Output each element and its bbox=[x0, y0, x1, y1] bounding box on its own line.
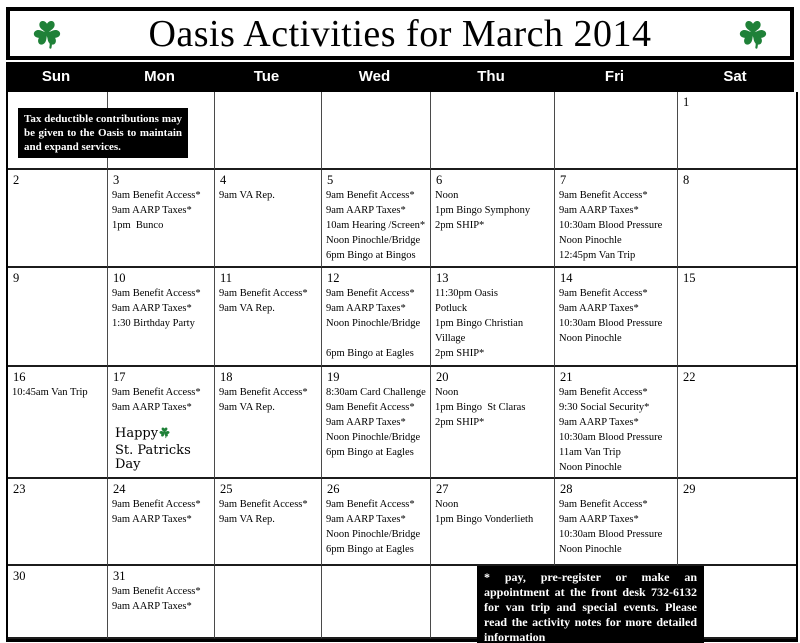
event-text: 9am Benefit Access* bbox=[219, 288, 308, 299]
event-text: 10:30am Blood Pressure bbox=[559, 432, 663, 443]
day-cell bbox=[8, 367, 108, 479]
event-text: 9am Benefit Access* bbox=[559, 499, 648, 510]
day-cell bbox=[555, 268, 678, 367]
day-cell bbox=[8, 479, 108, 566]
event-text: 11am Van Trip bbox=[559, 447, 621, 458]
event-text: 10:45am Van Trip bbox=[12, 387, 88, 398]
date-number: 22 bbox=[683, 370, 696, 384]
event-text: 6pm Bingo at Eagles bbox=[326, 447, 414, 458]
event-text: 9am Benefit Access* bbox=[112, 586, 201, 597]
date-number bbox=[215, 566, 321, 584]
date-number bbox=[322, 566, 430, 584]
event-text: Noon Pinochle bbox=[559, 462, 622, 473]
date-number bbox=[555, 92, 677, 110]
date-number: 2 bbox=[13, 173, 20, 187]
day-cell bbox=[8, 268, 108, 367]
event-text: 9am AARP Taxes* bbox=[326, 514, 406, 525]
date-number: 27 bbox=[436, 482, 449, 496]
date-number: 4 bbox=[220, 173, 227, 187]
day-cell bbox=[322, 367, 431, 479]
date-number: 13 bbox=[436, 271, 449, 285]
event-text: 9am Benefit Access* bbox=[326, 402, 415, 413]
event-text: Noon Pinochle/Bridge bbox=[326, 318, 421, 329]
event-text: 1:30 Birthday Party bbox=[112, 318, 195, 329]
event-text: 9am Benefit Access* bbox=[559, 387, 648, 398]
event-text: 6pm Bingo at Eagles bbox=[326, 544, 414, 555]
date-number bbox=[215, 92, 321, 110]
day-cell bbox=[215, 170, 322, 268]
weekday-label: Sun bbox=[41, 68, 71, 85]
event-text: 9am VA Rep. bbox=[219, 303, 275, 314]
event-text: 6pm Bingo at Bingos bbox=[326, 250, 416, 261]
date-number: 10 bbox=[113, 271, 126, 285]
weekday-label: Fri bbox=[604, 68, 625, 85]
day-cell bbox=[215, 367, 322, 479]
event-text: 9am Benefit Access* bbox=[559, 288, 648, 299]
date-number: 15 bbox=[683, 271, 696, 285]
date-number: 17 bbox=[113, 370, 126, 384]
event-text: 2pm SHIP* bbox=[435, 417, 485, 428]
event-text: 1pm Bunco bbox=[112, 220, 164, 231]
date-number: 21 bbox=[560, 370, 573, 384]
day-cell bbox=[431, 367, 555, 479]
day-cell bbox=[678, 367, 796, 479]
day-cell bbox=[108, 479, 215, 566]
day-cell bbox=[322, 170, 431, 268]
day-cell bbox=[215, 268, 322, 367]
weekday-label: Sat bbox=[723, 68, 747, 85]
event-text: Village bbox=[435, 333, 466, 344]
event-text: 9am AARP Taxes* bbox=[559, 303, 639, 314]
date-number: 3 bbox=[113, 173, 120, 187]
date-number: 11 bbox=[220, 271, 233, 285]
day-cell bbox=[8, 170, 108, 268]
footer-note: * pay, pre-register or make an appointment at the front desk 732-6132 for van trip and special events. Please read the activity notes for more detailed information bbox=[477, 566, 704, 643]
event-text: 9am AARP Taxes* bbox=[326, 205, 406, 216]
date-number: 23 bbox=[13, 482, 26, 496]
event-text: 9am AARP Taxes* bbox=[559, 417, 639, 428]
event-text: 9am VA Rep. bbox=[219, 190, 275, 201]
event-text: 8:30am Card Challenge bbox=[326, 387, 426, 398]
event-text: 2pm SHIP* bbox=[435, 348, 485, 359]
day-cell bbox=[431, 170, 555, 268]
event-text: 1pm Bingo Christian bbox=[435, 318, 524, 329]
event-text: 9am AARP Taxes* bbox=[112, 514, 192, 525]
event-text: 2pm SHIP* bbox=[435, 220, 485, 231]
event-text: 9:30 Social Security* bbox=[559, 402, 650, 413]
date-number: 7 bbox=[560, 173, 567, 187]
event-text: 9am Benefit Access* bbox=[326, 190, 415, 201]
day-cell bbox=[215, 92, 322, 170]
event-text: Noon Pinochle/Bridge bbox=[326, 432, 421, 443]
event-text: 9am Benefit Access* bbox=[112, 387, 201, 398]
event-text: 9am Benefit Access* bbox=[112, 190, 201, 201]
event-text: 10:30am Blood Pressure bbox=[559, 529, 663, 540]
day-cell bbox=[8, 566, 108, 639]
date-number: 5 bbox=[327, 173, 334, 187]
date-number: 26 bbox=[327, 482, 340, 496]
event-text: 9am Benefit Access* bbox=[326, 288, 415, 299]
event-text: Noon Pinochle bbox=[559, 333, 622, 344]
event-text: 6pm Bingo at Eagles bbox=[326, 348, 414, 359]
day-cell bbox=[678, 92, 796, 170]
date-number: 30 bbox=[13, 569, 26, 583]
day-cell bbox=[555, 367, 678, 479]
event-text: 9am VA Rep. bbox=[219, 402, 275, 413]
date-number: 18 bbox=[220, 370, 233, 384]
day-cell bbox=[555, 170, 678, 268]
event-text: 9am AARP Taxes* bbox=[326, 303, 406, 314]
day-cell bbox=[431, 92, 555, 170]
event-text: 9am Benefit Access* bbox=[112, 288, 201, 299]
date-number: 28 bbox=[560, 482, 573, 496]
day-cell bbox=[322, 268, 431, 367]
date-number: 6 bbox=[436, 173, 443, 187]
event-text: Noon Pinochle/Bridge bbox=[326, 235, 421, 246]
day-cell bbox=[431, 268, 555, 367]
day-cell bbox=[555, 92, 678, 170]
weekday-label: Mon bbox=[144, 68, 175, 85]
weekday-label: Wed bbox=[358, 68, 391, 85]
event-text: 1pm Bingo Vonderlieth bbox=[435, 514, 534, 525]
date-number: 14 bbox=[560, 271, 573, 285]
date-number: 24 bbox=[113, 482, 126, 496]
date-number: 31 bbox=[113, 569, 126, 583]
date-number: 20 bbox=[436, 370, 449, 384]
st-patricks-line2: St. Patricks Day bbox=[115, 443, 191, 472]
shamrock-icon bbox=[158, 425, 171, 444]
event-text: 9am Benefit Access* bbox=[219, 499, 308, 510]
event-text bbox=[322, 331, 430, 346]
date-number: 12 bbox=[327, 271, 340, 285]
weekday-header-row bbox=[6, 62, 794, 92]
event-text: Noon Pinochle bbox=[559, 235, 622, 246]
date-number: 1 bbox=[683, 95, 690, 109]
event-text: 9am AARP Taxes* bbox=[559, 205, 639, 216]
date-number: 9 bbox=[13, 271, 20, 285]
event-text: Noon bbox=[435, 190, 459, 201]
event-text: Noon Pinochle/Bridge bbox=[326, 529, 421, 540]
weekday-label: Tue bbox=[253, 68, 280, 85]
calendar-grid bbox=[6, 92, 798, 642]
event-text: Noon bbox=[435, 499, 459, 510]
date-number: 16 bbox=[13, 370, 26, 384]
day-cell bbox=[322, 566, 431, 639]
day-cell bbox=[555, 479, 678, 566]
day-cell bbox=[431, 479, 555, 566]
event-text: 9am VA Rep. bbox=[219, 514, 275, 525]
event-text: Potluck bbox=[435, 303, 468, 314]
date-number: 29 bbox=[683, 482, 696, 496]
page-title: Oasis Activities for March 2014 bbox=[148, 12, 652, 55]
event-text: 12:45pm Van Trip bbox=[559, 250, 636, 261]
event-text: 10:30am Blood Pressure bbox=[559, 318, 663, 329]
event-text: 1pm Bingo St Claras bbox=[435, 402, 526, 413]
tax-note: Tax deductible contributions may be given to the Oasis to maintain and expand services. bbox=[18, 108, 188, 158]
weekday-label: Thu bbox=[477, 68, 505, 85]
date-number bbox=[431, 92, 554, 110]
day-cell bbox=[678, 170, 796, 268]
day-cell bbox=[215, 566, 322, 639]
shamrock-icon bbox=[736, 14, 770, 54]
event-text: 9am Benefit Access* bbox=[112, 499, 201, 510]
day-cell bbox=[108, 367, 215, 479]
event-text: 9am Benefit Access* bbox=[559, 190, 648, 201]
shamrock-icon bbox=[30, 14, 64, 54]
event-text: 9am AARP Taxes* bbox=[112, 303, 192, 314]
date-number: 8 bbox=[683, 173, 690, 187]
date-number: 25 bbox=[220, 482, 233, 496]
day-cell bbox=[678, 268, 796, 367]
day-cell bbox=[322, 92, 431, 170]
calendar-header bbox=[6, 7, 794, 60]
event-text: 9am AARP Taxes* bbox=[112, 601, 192, 612]
day-cell bbox=[322, 479, 431, 566]
event-text: 9am Benefit Access* bbox=[326, 499, 415, 510]
event-text: 9am AARP Taxes* bbox=[326, 417, 406, 428]
st-patricks-line1: Happy bbox=[115, 426, 159, 441]
event-text: 9am AARP Taxes* bbox=[112, 205, 192, 216]
event-text: Noon bbox=[435, 387, 459, 398]
day-cell bbox=[108, 268, 215, 367]
event-text: 11:30pm Oasis bbox=[435, 288, 498, 299]
event-text: 9am AARP Taxes* bbox=[112, 402, 192, 413]
day-cell bbox=[108, 170, 215, 268]
event-text: Noon Pinochle bbox=[559, 544, 622, 555]
day-cell bbox=[108, 566, 215, 639]
day-cell bbox=[678, 479, 796, 566]
event-text: 10am Hearing /Screen* bbox=[326, 220, 426, 231]
event-text: 9am AARP Taxes* bbox=[559, 514, 639, 525]
st-patricks-note bbox=[108, 425, 214, 472]
event-text: 9am Benefit Access* bbox=[219, 387, 308, 398]
date-number: 19 bbox=[327, 370, 340, 384]
date-number bbox=[322, 92, 430, 110]
event-text: 1pm Bingo Symphony bbox=[435, 205, 531, 216]
event-text: 10:30am Blood Pressure bbox=[559, 220, 663, 231]
day-cell bbox=[215, 479, 322, 566]
